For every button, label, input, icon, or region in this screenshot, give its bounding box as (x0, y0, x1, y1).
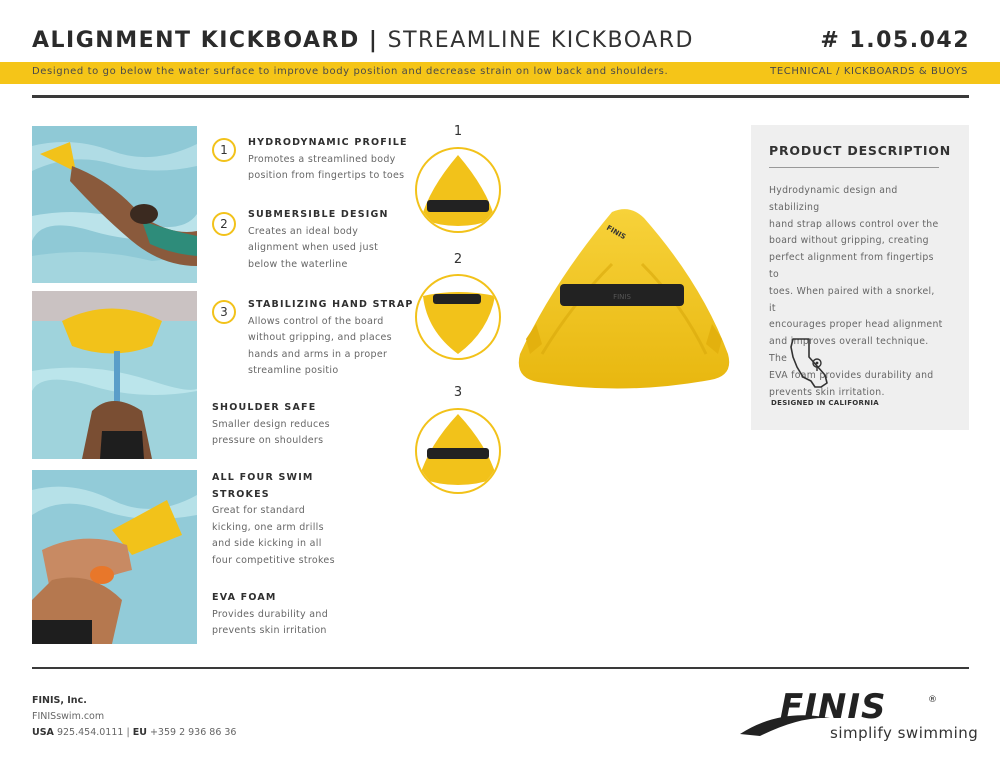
feature-desc-line: Allows control of the board (248, 315, 384, 327)
feature-title: HYDRODYNAMIC PROFILE (248, 137, 408, 148)
description-divider (769, 167, 939, 168)
feature-desc-line: hands and arms in a proper (248, 348, 388, 360)
phone-eu: +359 2 936 86 36 (149, 727, 237, 738)
detail-view-3 (415, 408, 501, 494)
title-light: STREAMLINE KICKBOARD (387, 28, 694, 53)
feature-desc-line: and side kicking in all (212, 538, 322, 549)
california-map-icon (787, 337, 833, 395)
feature-eva-foam (212, 590, 328, 640)
feature-desc-line: pressure on shoulders (212, 435, 324, 446)
feature-desc-line: four competitive strokes (212, 554, 335, 566)
feature-desc-line: without gripping, and places (248, 332, 392, 343)
feature-desc-line: Smaller design reduces (212, 418, 330, 430)
feature-2-badge: 2 (212, 212, 236, 236)
feature-desc-line: alignment when used just (248, 242, 379, 253)
designed-in-california: DESIGNED IN CALIFORNIA (771, 399, 879, 407)
top-divider (32, 95, 969, 98)
swimmer-photo-2 (32, 291, 197, 459)
feature-all-four-strokes (212, 470, 335, 569)
feature-desc-line: streamline positio (248, 365, 339, 376)
feature-hydrodynamic-profile (248, 135, 408, 185)
view-number-3: 3 (453, 385, 463, 400)
description-line: and improves overall technique. The (769, 336, 929, 364)
product-description-panel (751, 125, 969, 430)
feature-1-badge: 1 (212, 138, 236, 162)
product-number: # 1.05.042 (820, 28, 970, 53)
view-number-2: 2 (453, 252, 463, 267)
feature-title: EVA FOAM (212, 592, 277, 603)
feature-desc-line: position from fingertips to toes (248, 170, 405, 181)
feature-desc-line: prevents skin irritation (212, 625, 327, 636)
feature-desc-line: Great for standard (212, 505, 306, 516)
swimmer-photo-3 (32, 470, 197, 644)
feature-desc-line: Promotes a streamlined body (248, 153, 396, 165)
feature-desc-line: Provides durability and (212, 608, 329, 620)
description-line: perfect alignment from fingertips to (769, 252, 934, 280)
feature-title: STABILIZING HAND STRAP (248, 299, 414, 310)
description-line: encourages proper head alignment (769, 319, 943, 331)
title-row (32, 28, 970, 62)
logo-wordmark: FINIS (780, 688, 887, 727)
feature-shoulder-safe (212, 400, 330, 450)
detail-view-1 (415, 147, 501, 233)
feature-title-line: STROKES (212, 488, 270, 500)
page-title (32, 28, 694, 53)
company-name: FINIS, Inc. (32, 695, 87, 706)
bottom-divider (32, 667, 969, 669)
feature-desc-line: Creates an ideal body (248, 225, 359, 237)
description-line: board without gripping, creating (769, 235, 929, 247)
title-bold: ALIGNMENT KICKBOARD | (32, 28, 379, 53)
logo-registered-mark: ® (928, 695, 937, 705)
board-brand-mark: FINIS (605, 223, 628, 242)
tagline-band (0, 62, 1000, 84)
strap-brand-mark: FINIS (613, 293, 631, 301)
description-line: toes. When paired with a snorkel, it (769, 285, 935, 314)
phone-us: 925.454.0111 (56, 727, 124, 738)
swimmer-photo-1 (32, 126, 197, 283)
feature-title: SHOULDER SAFE (212, 402, 317, 413)
phone-us-label: USA (32, 727, 54, 738)
brand-slogan: simplify swimming (830, 724, 979, 742)
feature-title: SUBMERSIBLE DESIGN (248, 209, 389, 220)
category-label: TECHNICAL / KICKBOARDS & BUOYS (770, 66, 968, 77)
detail-view-2 (415, 274, 501, 360)
description-heading: PRODUCT DESCRIPTION (769, 143, 951, 158)
product-image (512, 204, 736, 394)
company-phones (32, 727, 236, 738)
feature-desc-line: below the waterline (248, 258, 348, 270)
feature-desc-line: kicking, one arm drills (212, 521, 324, 533)
tagline: Designed to go below the water surface to improve body position and decrease strain on low back and shoulders. (32, 66, 669, 77)
feature-submersible-design (248, 207, 389, 273)
description-line: Hydrodynamic design and stabilizing (769, 185, 898, 213)
description-line: EVA foam provides durability and (769, 369, 934, 381)
feature-stabilizing-hand-strap (248, 297, 414, 380)
phone-separator: | (126, 727, 130, 738)
phone-eu-label: EU (132, 727, 147, 738)
description-line: hand strap allows control over the (769, 218, 939, 230)
feature-title-line: ALL FOUR SWIM (212, 472, 314, 483)
feature-3-badge: 3 (212, 300, 236, 324)
description-line: prevents skin irritation. (769, 386, 885, 398)
view-number-1: 1 (453, 124, 463, 139)
company-website: FINISswim.com (32, 711, 105, 722)
